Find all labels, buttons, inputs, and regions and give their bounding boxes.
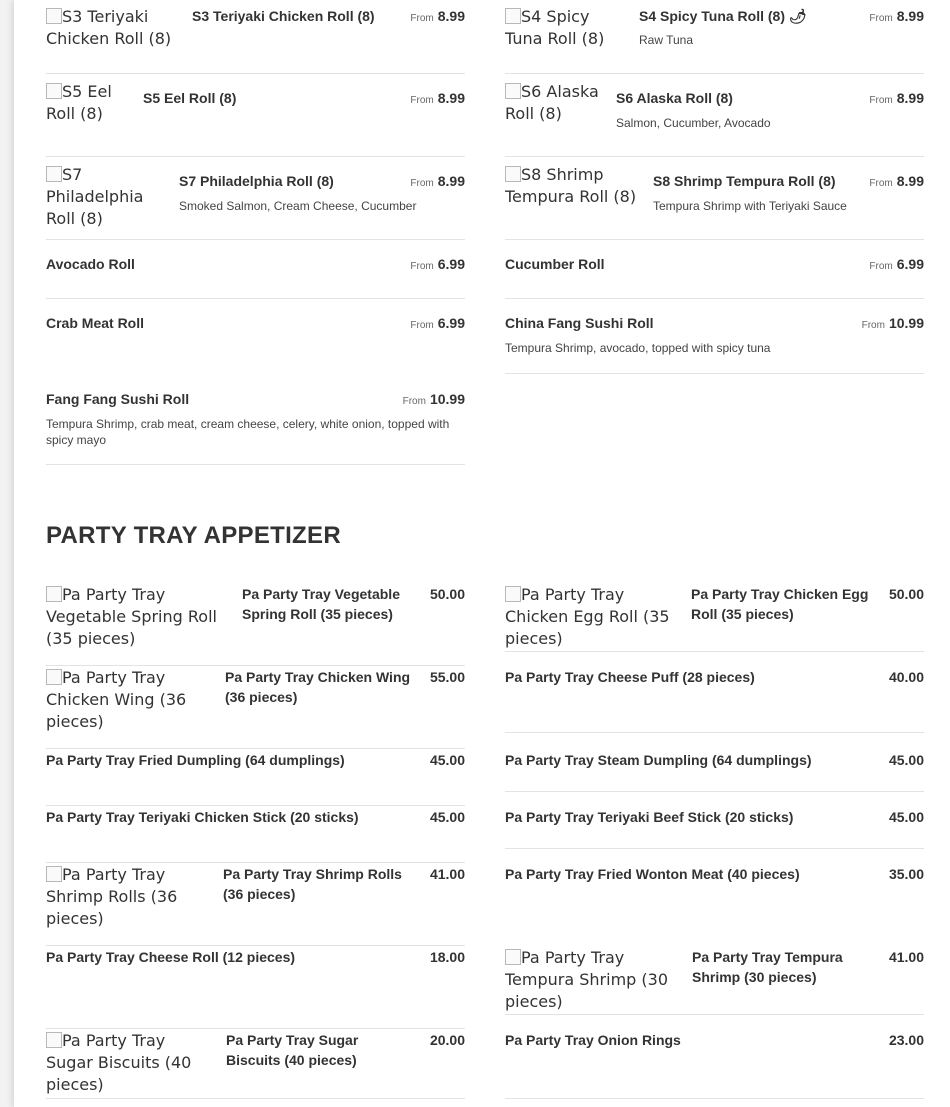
menu-item-pt-teriyaki-chicken[interactable] (46, 806, 465, 863)
item-price: From 8.99 (410, 8, 465, 24)
item-price: From 8.99 (410, 173, 465, 189)
menu-item-s8[interactable] (505, 157, 924, 240)
menu-item-pt-fried-wonton[interactable] (505, 849, 924, 931)
item-name: S6 Alaska Roll (8) (616, 90, 733, 106)
item-price: 18.00 (429, 949, 465, 965)
item-description: Tempura Shrimp, avocado, topped with spicy tuna (505, 341, 771, 355)
item-price: From 6.99 (410, 315, 465, 331)
item-price: 41.00 (429, 866, 465, 882)
item-price: 40.00 (888, 669, 924, 685)
item-name: Pa Party Tray Onion Rings (505, 1032, 681, 1048)
item-name: Pa Party Tray Shrimp Rolls (36 pieces) (223, 866, 402, 902)
menu-item-fang-fang[interactable] (46, 375, 465, 465)
item-price: 50.00 (429, 586, 465, 602)
item-price: From 8.99 (869, 173, 924, 189)
item-price: 20.00 (429, 1032, 465, 1048)
item-image: Pa Party Tray Vegetable Spring Roll (35 pieces) (46, 585, 217, 648)
menu-page (14, 0, 950, 1107)
item-name: Cucumber Roll (505, 256, 605, 272)
item-image: S6 Alaska Roll (8) (505, 82, 599, 123)
menu-item-pt-teriyaki-beef[interactable] (505, 792, 924, 849)
menu-item-pt-wing[interactable] (46, 666, 465, 749)
item-name: S4 Spicy Tuna Roll (8) 🌶 (639, 8, 807, 24)
menu-item-avocado[interactable] (46, 240, 465, 299)
menu-item-crab[interactable] (46, 299, 465, 375)
item-name: Pa Party Tray Sugar Biscuits (40 pieces) (226, 1032, 359, 1068)
item-name: S3 Teriyaki Chicken Roll (8) (192, 8, 375, 24)
item-price: From 8.99 (869, 90, 924, 106)
item-price: 35.00 (888, 866, 924, 882)
item-name: China Fang Sushi Roll (505, 315, 654, 331)
item-image: Pa Party Tray Shrimp Rolls (36 pieces) (46, 865, 178, 928)
item-price: 45.00 (888, 809, 924, 825)
broken-image-icon (505, 8, 521, 24)
item-image: S3 Teriyaki Chicken Roll (8) (46, 7, 172, 48)
item-price: 23.00 (888, 1032, 924, 1048)
menu-item-s5[interactable] (46, 74, 465, 157)
item-name: Pa Party Tray Teriyaki Chicken Stick (20 sticks) (46, 809, 359, 825)
item-name: Pa Party Tray Fried Wonton Meat (40 pieces) (505, 866, 800, 882)
item-price: 45.00 (888, 752, 924, 768)
menu-item-pt-spring-roll[interactable] (46, 583, 465, 666)
item-name: Pa Party Tray Fried Dumpling (64 dumplings) (46, 752, 345, 768)
item-price: 50.00 (888, 586, 924, 602)
item-image: Pa Party Tray Chicken Egg Roll (35 pieces) (505, 585, 670, 648)
item-price: 41.00 (888, 949, 924, 965)
menu-item-cucumber[interactable] (505, 240, 924, 299)
item-name: Pa Party Tray Teriyaki Beef Stick (20 sticks) (505, 809, 794, 825)
item-name: Pa Party Tray Cheese Puff (28 pieces) (505, 669, 755, 685)
item-price: From 8.99 (869, 8, 924, 24)
item-name: Crab Meat Roll (46, 315, 145, 331)
item-image: S7 Philadelphia Roll (8) (46, 165, 144, 228)
item-image: S4 Spicy Tuna Roll (8) (505, 7, 605, 48)
item-name: Pa Party Tray Chicken Wing (36 pieces) (225, 669, 411, 705)
item-name: Avocado Roll (46, 256, 135, 272)
item-price: From 10.99 (861, 315, 924, 331)
menu-item-pt-onion-rings[interactable] (505, 1015, 924, 1099)
menu-item-s3[interactable] (46, 0, 465, 74)
item-image: S5 Eel Roll (8) (46, 82, 112, 123)
menu-item-china-fang[interactable] (505, 299, 924, 374)
item-price: 45.00 (429, 809, 465, 825)
item-name: S7 Philadelphia Roll (8) (179, 173, 334, 189)
broken-image-icon (46, 83, 62, 99)
item-price: 45.00 (429, 752, 465, 768)
item-name: Pa Party Tray Steam Dumpling (64 dumplings) (505, 752, 812, 768)
item-name: Pa Party Tray Cheese Roll (12 pieces) (46, 949, 296, 965)
item-name: S8 Shrimp Tempura Roll (8) (653, 173, 836, 189)
broken-image-icon (46, 1032, 62, 1048)
broken-image-icon (46, 166, 62, 182)
menu-item-pt-sugar-biscuits[interactable] (46, 1029, 465, 1099)
item-price: 55.00 (429, 669, 465, 685)
broken-image-icon (505, 586, 521, 602)
broken-image-icon (46, 669, 62, 685)
section-title: PARTY TRAY APPETIZER (46, 522, 341, 549)
broken-image-icon (505, 949, 521, 965)
item-description: Salmon, Cucumber, Avocado (616, 116, 771, 130)
item-price: From 8.99 (410, 90, 465, 106)
broken-image-icon (505, 83, 521, 99)
item-description: Tempura Shrimp with Teriyaki Sauce (653, 199, 847, 213)
item-description: Tempura Shrimp, crab meat, cream cheese, celery, white onion, topped with spicy mayo (46, 417, 450, 447)
broken-image-icon (505, 166, 521, 182)
menu-item-pt-cheese-puff[interactable] (505, 652, 924, 733)
broken-image-icon (46, 866, 62, 882)
item-description: Smoked Salmon, Cream Cheese, Cucumber (179, 199, 417, 213)
item-price: From 6.99 (410, 256, 465, 272)
menu-item-pt-steam-dumpling[interactable] (505, 733, 924, 792)
menu-item-pt-shrimp-rolls[interactable] (46, 863, 465, 946)
item-name: Pa Party Tray Vegetable Spring Roll (35 pieces) (242, 586, 400, 622)
menu-item-s7[interactable] (46, 157, 465, 240)
item-image: Pa Party Tray Chicken Wing (36 pieces) (46, 668, 187, 731)
item-name: Pa Party Tray Chicken Egg Roll (35 pieces) (691, 586, 869, 622)
item-price: From 10.99 (402, 391, 465, 407)
broken-image-icon (46, 8, 62, 24)
broken-image-icon (46, 586, 62, 602)
menu-item-s6[interactable] (505, 74, 924, 157)
item-price: From 6.99 (869, 256, 924, 272)
item-image: Pa Party Tray Tempura Shrimp (30 pieces) (505, 948, 668, 1011)
item-description: Raw Tuna (639, 33, 694, 47)
item-name: Fang Fang Sushi Roll (46, 391, 190, 407)
menu-item-s4[interactable] (505, 0, 924, 74)
item-name: S5 Eel Roll (8) (143, 90, 237, 106)
menu-item-pt-tempura-shrimp[interactable] (505, 946, 924, 1015)
item-name: Pa Party Tray Tempura Shrimp (30 pieces) (692, 949, 843, 985)
menu-item-pt-fried-dumpling[interactable] (46, 749, 465, 806)
menu-item-pt-egg-roll[interactable] (505, 583, 924, 652)
item-image: S8 Shrimp Tempura Roll (8) (505, 165, 637, 206)
item-image: Pa Party Tray Sugar Biscuits (40 pieces) (46, 1031, 192, 1094)
menu-item-pt-cheese-roll[interactable] (46, 946, 465, 1029)
